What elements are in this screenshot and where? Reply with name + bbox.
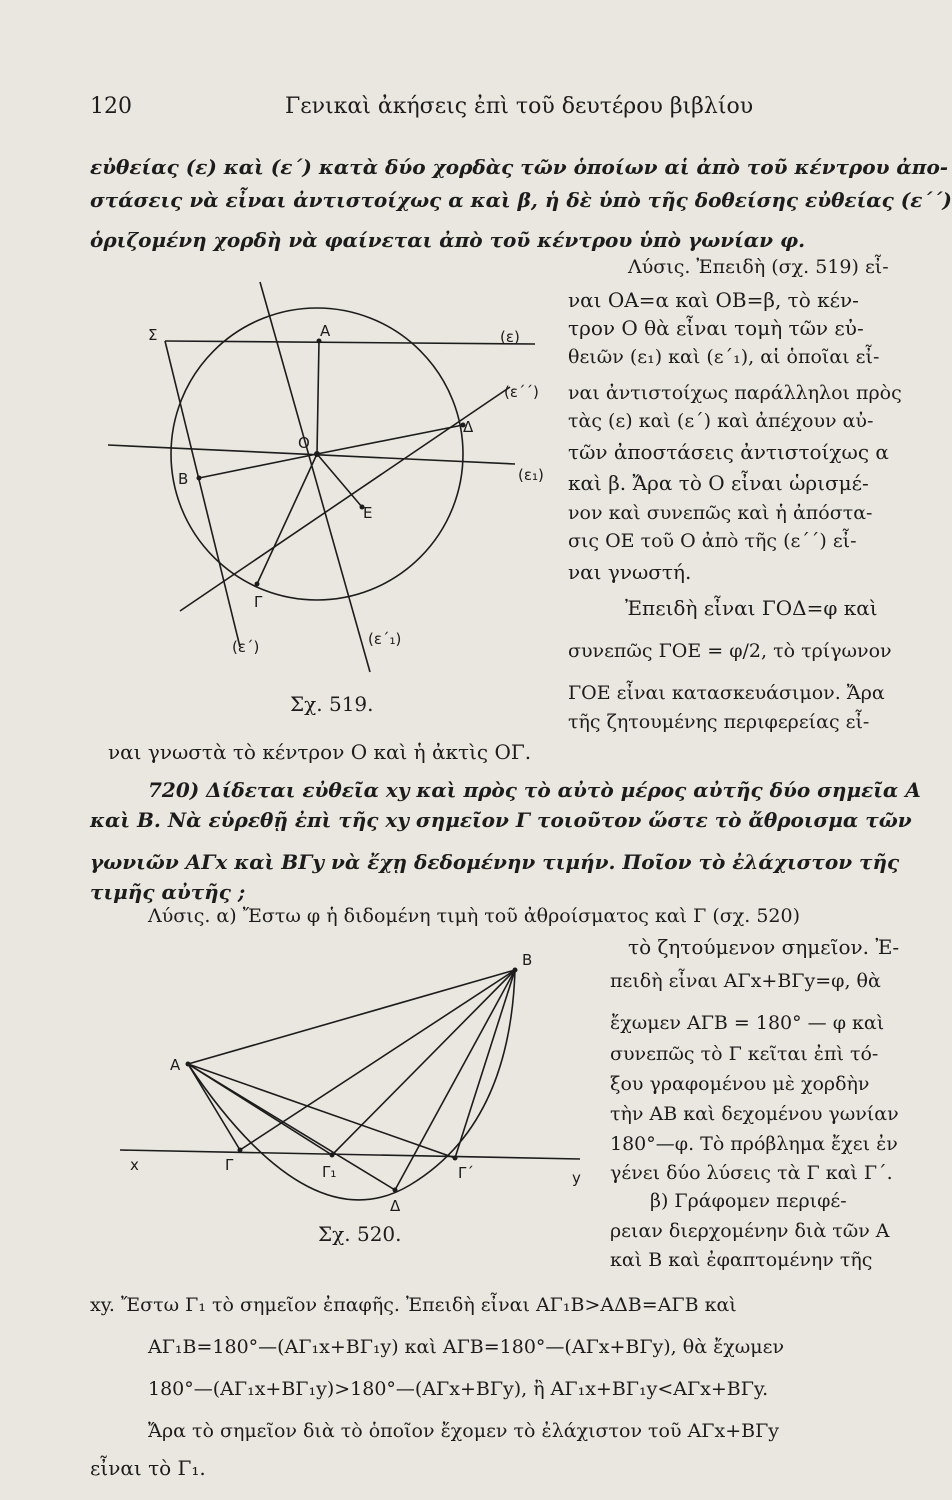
- line-e1p: [260, 282, 373, 672]
- text-line: συνεπῶς τὸ Γ κεῖται ἐπὶ τό-: [610, 1043, 879, 1065]
- running-title: Γενικαὶ ἀκήσεις ἐπὶ τοῦ δευτέρου βιβλίου: [285, 94, 754, 119]
- label-e1: (ε₁): [518, 466, 544, 484]
- problem-line: τιμῆς αὐτῆς ;: [90, 880, 246, 904]
- intro-line: εὐθείας (ε) καὶ (ε΄) κατὰ δύο χορδὰς τῶν ὁποίων αἱ ἀπὸ τοῦ κέντρου ἀπο-: [90, 155, 949, 179]
- text-line: εἶναι τὸ Γ₁.: [90, 1456, 206, 1480]
- label-A: Α: [320, 322, 331, 340]
- label-D: Δ: [390, 1197, 401, 1215]
- label-y: y: [572, 1169, 581, 1187]
- text-line: 180°—φ. Τὸ πρόβλημα ἔχει ἐν: [610, 1133, 898, 1155]
- text-line: ναι ἀντιστοίχως παράλληλοι πρὸς: [568, 382, 902, 404]
- problem-line: 720) Δίδεται εὐθεῖα xy καὶ πρὸς τὸ αὐτὸ μέρος αὐτῆς δύο σημεῖα Α: [148, 778, 921, 802]
- text-line: ρειαν διερχομένην διὰ τῶν Α: [610, 1220, 890, 1242]
- page-number: 120: [90, 94, 132, 119]
- line-xy: [120, 1150, 580, 1159]
- caption-519: Σχ. 519.: [290, 692, 374, 716]
- text-line: καὶ Β καὶ ἐφαπτομένην τῆς: [610, 1249, 873, 1271]
- label-e: (ε): [500, 328, 520, 346]
- label-G: Γ: [225, 1156, 234, 1174]
- text-line: συνεπῶς ΓΟΕ = φ/2, τὸ τρίγωνον: [568, 640, 892, 662]
- problem-line: καὶ Β. Νὰ εὑρεθῇ ἐπὶ τῆς xy σημεῖον Γ τοιοῦτον ὥστε τὸ ἄθροισμα τῶν: [90, 808, 912, 832]
- intro-line: στάσεις νὰ εἶναι ἀντιστοίχως α καὶ β, ἡ δὲ ὑπὸ τῆς δοθείσης εὐθείας (ε΄΄): [90, 188, 952, 212]
- text-line: γένει δύο λύσεις τὰ Γ καὶ Γ΄.: [610, 1162, 893, 1184]
- text-line: Λύσις. Ἐπειδὴ (σχ. 519) εἶ-: [628, 256, 889, 278]
- label-A: Α: [170, 1056, 181, 1074]
- caption-520: Σχ. 520.: [318, 1222, 402, 1246]
- text-line: τῶν ἀποστάσεις ἀντιστοίχως α: [568, 440, 889, 464]
- label-D: Δ: [463, 418, 474, 436]
- label-B: Β: [522, 951, 533, 969]
- text-line: ναι γνωστὰ τὸ κέντρον Ο καὶ ἡ ἀκτὶς ΟΓ.: [108, 740, 532, 764]
- text-line: ΓΟΕ εἶναι κατασκευάσιμον. Ἄρα: [568, 682, 885, 704]
- text-line: ξου γραφομένου μὲ χορδὴν: [610, 1073, 870, 1095]
- text-line: τρον Ο θὰ εἶναι τομὴ τῶν εὐ-: [568, 316, 864, 340]
- problem-line: γωνιῶν ΑΓx καὶ ΒΓy νὰ ἔχῃ δεδομένην τιμήν. Ποῖον τὸ ἐλάχιστον τῆς: [90, 850, 900, 874]
- label-G1: Γ₁: [322, 1163, 337, 1181]
- label-e2: (ε΄΄): [504, 383, 539, 401]
- label-B: Β: [178, 470, 189, 488]
- text-line: xy. Ἔστω Γ₁ τὸ σημεῖον ἐπαφῆς. Ἐπειδὴ εἶναι ΑΓ₁Β>ΑΔΒ=ΑΓΒ καὶ: [90, 1294, 737, 1316]
- label-E: Ε: [363, 504, 373, 522]
- text-line: τὰς (ε) καὶ (ε΄) καὶ ἀπέχουν αὐ-: [568, 410, 874, 432]
- text-line: νον καὶ συνεπῶς καὶ ἡ ἀπόστα-: [568, 502, 873, 524]
- label-S: Σ: [148, 326, 158, 344]
- label-ep: (ε΄): [232, 638, 260, 656]
- text-line: 180°—(ΑΓ₁x+ΒΓ₁y)>180°—(ΑΓx+ΒΓy), ἢ ΑΓ₁x+ΒΓ₁y<ΑΓx+ΒΓy.: [148, 1378, 769, 1400]
- label-e1p: (ε΄₁): [368, 630, 402, 648]
- text-line: ναι ΟΑ=α καὶ ΟΒ=β, τὸ κέν-: [568, 288, 859, 312]
- text-line: ΑΓ₁Β=180°—(ΑΓ₁x+ΒΓ₁y) καὶ ΑΓΒ=180°—(ΑΓx+ΒΓy), θὰ ἔχωμεν: [148, 1336, 785, 1358]
- text-line: τὸ ζητούμενον σημεῖον. Ἐ-: [628, 935, 900, 959]
- intro-line: ὁριζομένη χορδὴ νὰ φαίνεται ἀπὸ τοῦ κέντρου ὑπὸ γωνίαν φ.: [90, 228, 806, 252]
- label-G: Γ: [254, 593, 263, 611]
- text-line: τὴν ΑΒ καὶ δεχομένου γωνίαν: [610, 1103, 899, 1125]
- text-line: β) Γράφομεν περιφέ-: [650, 1190, 847, 1212]
- text-line: Ἐπειδὴ εἶναι ΓΟΔ=φ καὶ: [625, 596, 878, 620]
- text-line: θειῶν (ε₁) καὶ (ε΄₁), αἱ ὁποῖαι εἶ-: [568, 346, 880, 368]
- text-line: καὶ β. Ἄρα τὸ Ο εἶναι ὡρισμέ-: [568, 471, 869, 495]
- label-x: x: [130, 1156, 139, 1174]
- text-line: ἔχωμεν ΑΓΒ = 180° — φ καὶ: [610, 1012, 885, 1034]
- text-line: ναι γνωστή.: [568, 560, 692, 584]
- text-line: πειδὴ εἶναι ΑΓx+ΒΓy=φ, θὰ: [610, 970, 881, 992]
- text-line: σις ΟΕ τοῦ Ο ἀπὸ τῆς (ε΄΄) εἶ-: [568, 530, 857, 552]
- label-O: Ο: [298, 434, 310, 452]
- figure-520: [110, 945, 600, 1215]
- figure-519: [100, 262, 560, 702]
- line-e2: [180, 387, 510, 611]
- text-line: Ἄρα τὸ σημεῖον διὰ τὸ ὁποῖον ἔχομεν τὸ ἐλάχιστον τοῦ ΑΓx+ΒΓy: [148, 1420, 780, 1442]
- text-line: τῆς ζητουμένης περιφερείας εἶ-: [568, 711, 870, 733]
- solution-720-first: Λύσις. α) Ἔστω φ ἡ διδομένη τιμὴ τοῦ ἀθροίσματος καὶ Γ (σχ. 520): [148, 905, 801, 927]
- label-Gp: Γ΄: [458, 1164, 474, 1182]
